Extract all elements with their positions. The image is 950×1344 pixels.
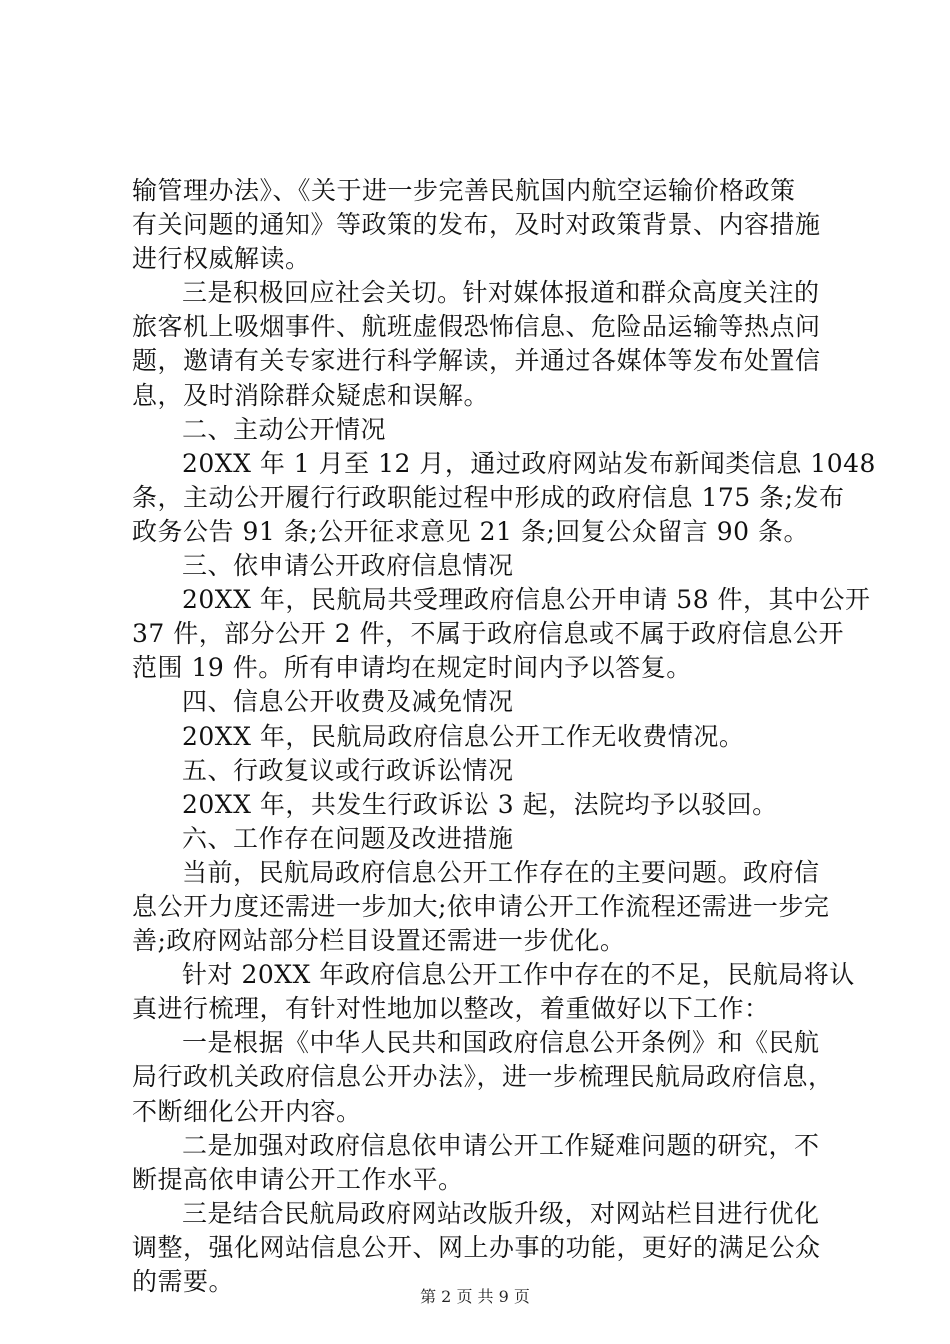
text-line: 20XX 年，共发生行政诉讼 3 起，法院均予以驳回。 [182,789,778,819]
text-line: 政务公告 91 条;公开征求意见 21 条;回复公众留言 90 条。 [132,516,809,546]
page-footer [0,1284,950,1307]
text-line: 三、依申请公开政府信息情况 [182,551,514,581]
text-line: 有关问题的通知》等政策的发布，及时对政策背景、内容措施 [132,210,821,240]
text-line: 断提高依申请公开工作水平。 [132,1164,464,1194]
text-line: 输管理办法》、《关于进一步完善民航国内航空运输价格政策 [132,176,796,205]
text-line: 题，邀请有关专家进行科学解读，并通过各媒体等发布处置信 [132,346,821,376]
document-body [132,174,876,1299]
text-line: 条，主动公开履行行政职能过程中形成的政府信息 175 条;发布 [132,482,845,512]
text-line: 二、主动公开情况 [182,414,387,444]
text-line: 一是根据《中华人民共和国政府信息公开条例》和《民航 [182,1028,820,1058]
text-line: 当前，民航局政府信息公开工作存在的主要问题。政府信 [182,857,820,887]
text-line: 四、信息公开收费及减免情况 [182,687,514,717]
text-line: 真进行梳理，有针对性地加以整改，着重做好以下工作： [132,994,770,1024]
text-line: 调整，强化网站信息公开、网上办事的功能，更好的满足公众 [132,1232,821,1262]
text-line: 进行权威解读。 [132,244,311,274]
text-line: 的需要。 [132,1267,235,1296]
text-line: 六、工作存在问题及改进措施 [182,823,514,853]
text-line: 20XX 年 1 月至 12 月，通过政府网站发布新闻类信息 1048 [182,448,876,478]
text-line: 不断细化公开内容。 [132,1096,362,1126]
text-line: 针对 20XX 年政府信息公开工作中存在的不足，民航局将认 [182,960,855,990]
text-line: 37 件，部分公开 2 件，不属于政府信息或不属于政府信息公开 [132,619,845,649]
page-number-label: 第 2 页 共 9 页 [420,1287,530,1306]
text-line: 息公开力度还需进一步加大;依申请公开工作流程还需进一步完 [132,891,830,921]
text-line: 20XX 年，民航局政府信息公开工作无收费情况。 [182,721,745,751]
text-line: 三是积极回应社会关切。针对媒体报道和群众高度关注的 [182,278,820,308]
text-line: 20XX 年，民航局共受理政府信息公开申请 58 件，其中公开 [182,585,871,615]
text-line: 二是加强对政府信息依申请公开工作疑难问题的研究，不 [182,1130,820,1160]
text-line: 五、行政复议或行政诉讼情况 [182,755,514,785]
text-line: 局行政机关政府信息公开办法》，进一步梳理民航局政府信息， [132,1062,834,1092]
text-line: 息，及时消除群众疑虑和误解。 [132,380,490,410]
text-line: 旅客机上吸烟事件、航班虚假恐怖信息、危险品运输等热点问 [132,312,821,342]
text-line: 范围 19 件。所有申请均在规定时间内予以答复。 [132,653,692,683]
text-line: 三是结合民航局政府网站改版升级，对网站栏目进行优化 [182,1198,820,1228]
text-line: 善;政府网站部分栏目设置还需进一步优化。 [132,926,626,956]
